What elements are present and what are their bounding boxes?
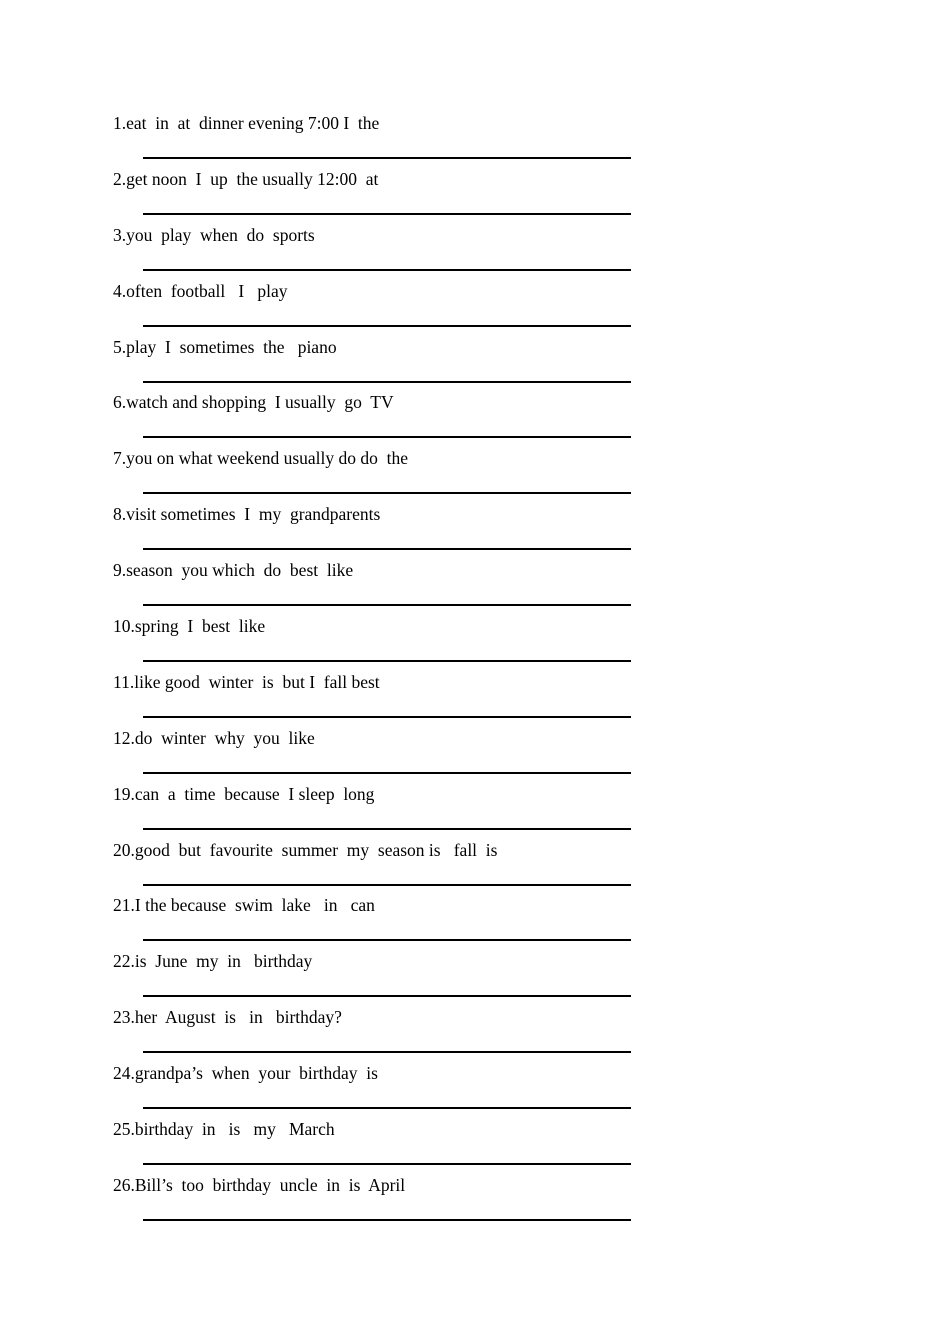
scrambled-prompt: 2.get noon I up the usually 12:00 at bbox=[113, 168, 379, 189]
scrambled-prompt: 20.good but favourite summer my season is fall is bbox=[113, 839, 498, 860]
answer-line[interactable] bbox=[143, 716, 631, 718]
exercise-item bbox=[113, 1060, 673, 1116]
answer-line[interactable] bbox=[143, 492, 631, 494]
exercise-item bbox=[113, 1004, 673, 1060]
answer-line[interactable] bbox=[143, 1163, 631, 1165]
scrambled-prompt: 23.her August is in birthday? bbox=[113, 1007, 342, 1028]
exercise-item bbox=[113, 166, 673, 222]
exercise-item bbox=[113, 445, 673, 501]
scrambled-prompt: 9.season you which do best like bbox=[113, 560, 354, 581]
answer-line[interactable] bbox=[143, 548, 631, 550]
exercise-item bbox=[113, 222, 673, 278]
scrambled-prompt: 6.watch and shopping I usually go TV bbox=[113, 392, 394, 413]
scrambled-prompt: 19.can a time because I sleep long bbox=[113, 783, 375, 804]
scrambled-prompt: 1.eat in at dinner evening 7:00 I the bbox=[113, 113, 380, 133]
exercise-item bbox=[113, 501, 673, 557]
exercise-item bbox=[113, 334, 673, 390]
exercise-list bbox=[113, 110, 673, 1228]
exercise-item bbox=[113, 557, 673, 613]
scrambled-prompt: 26.Bill’s too birthday uncle in is April bbox=[113, 1174, 406, 1195]
exercise-item bbox=[113, 389, 673, 445]
scrambled-prompt: 21.I the because swim lake in can bbox=[113, 895, 375, 916]
answer-line[interactable] bbox=[143, 828, 631, 830]
exercise-item bbox=[113, 892, 673, 948]
scrambled-prompt: 8.visit sometimes I my grandparents bbox=[113, 504, 381, 525]
exercise-item bbox=[113, 948, 673, 1004]
answer-line[interactable] bbox=[143, 157, 631, 159]
scrambled-prompt: 5.play I sometimes the piano bbox=[113, 336, 337, 357]
exercise-item bbox=[113, 613, 673, 669]
answer-line[interactable] bbox=[143, 1051, 631, 1053]
scrambled-prompt: 10.spring I best like bbox=[113, 616, 266, 637]
scrambled-prompt: 25.birthday in is my March bbox=[113, 1119, 335, 1140]
exercise-item bbox=[113, 669, 673, 725]
answer-line[interactable] bbox=[143, 604, 631, 606]
answer-line[interactable] bbox=[143, 1219, 631, 1221]
answer-line[interactable] bbox=[143, 939, 631, 941]
answer-line[interactable] bbox=[143, 995, 631, 997]
scrambled-prompt: 3.you play when do sports bbox=[113, 224, 315, 245]
scrambled-prompt: 7.you on what weekend usually do do the bbox=[113, 448, 409, 469]
exercise-item bbox=[113, 837, 673, 893]
answer-line[interactable] bbox=[143, 269, 631, 271]
exercise-item bbox=[113, 1172, 673, 1228]
scrambled-prompt: 22.is June my in birthday bbox=[113, 951, 313, 972]
answer-line[interactable] bbox=[143, 1107, 631, 1109]
answer-line[interactable] bbox=[143, 213, 631, 215]
scrambled-prompt: 24.grandpa’s when your birthday is bbox=[113, 1063, 378, 1084]
answer-line[interactable] bbox=[143, 381, 631, 383]
exercise-item bbox=[113, 725, 673, 781]
scrambled-prompt: 11.like good winter is but I fall best bbox=[113, 671, 380, 692]
answer-line[interactable] bbox=[143, 436, 631, 438]
exercise-item bbox=[113, 781, 673, 837]
answer-line[interactable] bbox=[143, 772, 631, 774]
scrambled-prompt: 4.often football I play bbox=[113, 280, 288, 301]
exercise-item bbox=[113, 110, 673, 166]
exercise-item bbox=[113, 278, 673, 334]
exercise-item bbox=[113, 1116, 673, 1172]
answer-line[interactable] bbox=[143, 660, 631, 662]
scrambled-prompt: 12.do winter why you like bbox=[113, 727, 315, 748]
answer-line[interactable] bbox=[143, 884, 631, 886]
answer-line[interactable] bbox=[143, 325, 631, 327]
